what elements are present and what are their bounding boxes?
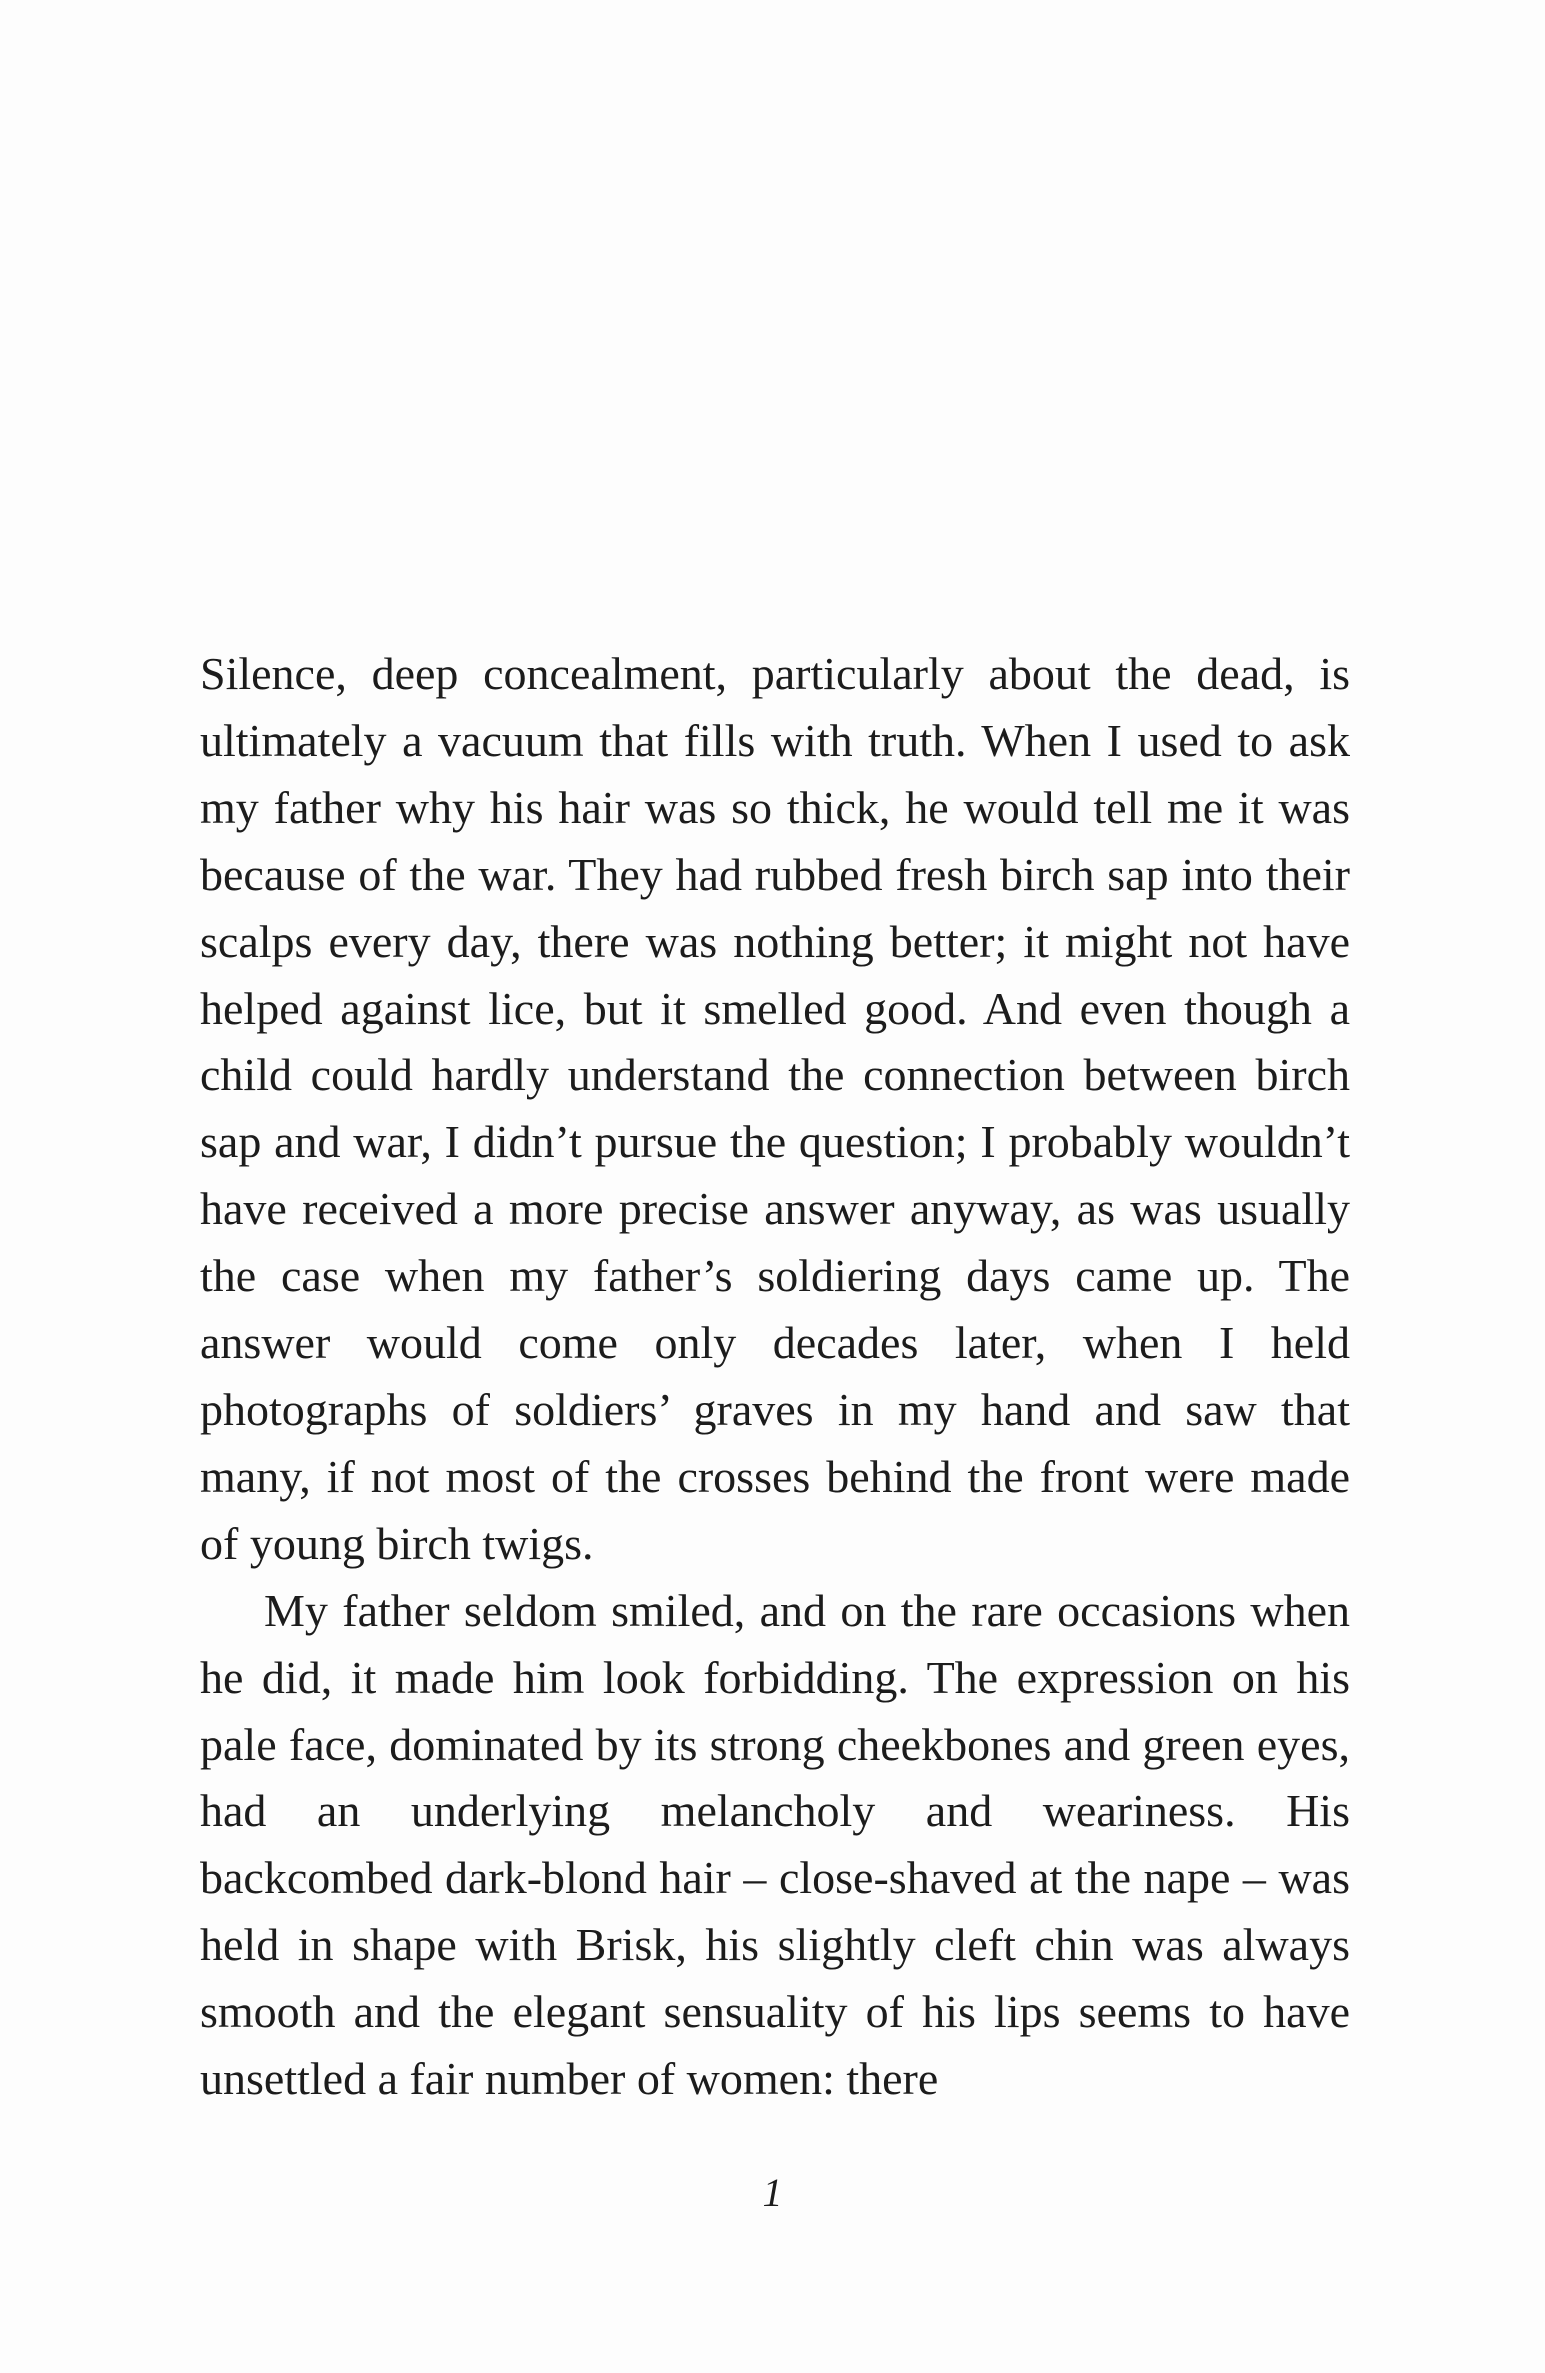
paragraph-2: My father seldom smiled, and on the rare occasions when he did, it made him look forbidding. The expression on his pale face, dominated by its strong cheekbones and green eyes, had an underlying melancholy and weariness. His backcombed dark-blond hair – close-shaved at the nape – was held in shape with Brisk, his slightly cleft chin was always smooth and the elegant sensuality of his lips seems to have unsettled a fair number of women: there bbox=[200, 1584, 1350, 2105]
body-text bbox=[200, 641, 1350, 2113]
paragraph-1: Silence, deep concealment, particularly about the dead, is ultimately a vacuum that fills with truth. When I used to ask my father why his hair was so thick, he would tell me it was because of the war. They had rubbed fresh birch sap into their scalps every day, there was nothing better; it might not have helped against lice, but it smelled good. And even though a child could hardly understand the connection between birch sap and war, I didn’t pursue the question; I probably wouldn’t have received a more precise answer anyway, as was usually the case when my father’s soldiering days came up. The answer would come only decades later, when I held photographs of soldiers’ graves in my hand and saw that many, if not most of the crosses behind the front were made of young birch twigs. bbox=[200, 648, 1350, 1569]
page-number: 1 bbox=[762, 2170, 783, 2215]
